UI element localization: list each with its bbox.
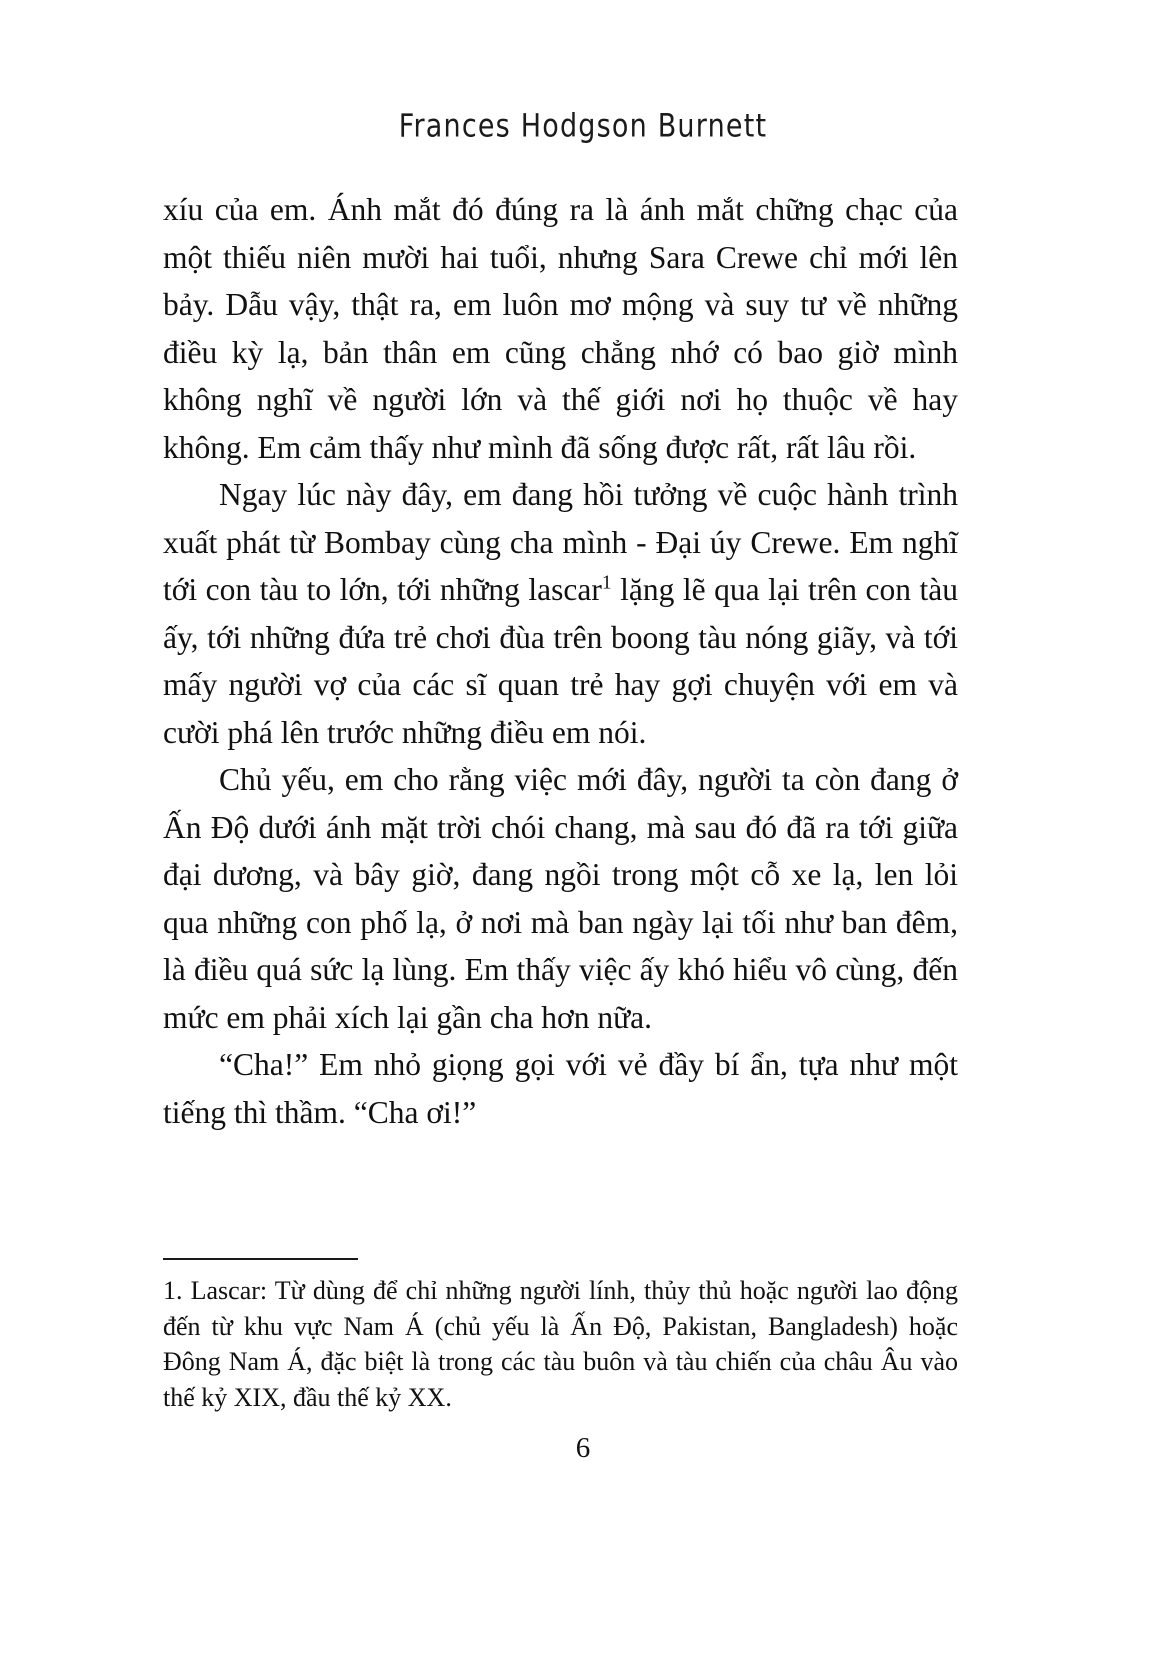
paragraph-2-text-after-footnote-ref: lặng lẽ qua lại trên con tàu ấy, tới những đứa trẻ chơi đùa trên boong tàu nóng giãy, và tới mấy người vợ của các sĩ quan trẻ hay gợi chuyện với em và cười phá lên trước những điều em nói.	[163, 572, 959, 750]
running-head-author: Frances Hodgson Burnett	[398, 108, 768, 145]
paragraph-1: xíu của em. Ánh mắt đó đúng ra là ánh mắt chững chạc của một thiếu niên mười hai tuổi, nhưng Sara Crewe chỉ mới lên bảy. Dẫu vậy, thật ra, em luôn mơ mộng và suy tư về những điều kỳ lạ, bản thân em cũng chẳng nhớ có bao giờ mình không nghĩ về người lớn và thế giới nơi họ thuộc về hay không. Em cảm thấy như mình đã sống được rất, rất lâu rồi.	[163, 192, 958, 465]
footnote-1-text: 1. Lascar: Từ dùng để chỉ những người lính, thủy thủ hoặc người lao động đến từ khu vực Nam Á (chủ yếu là Ấn Độ, Pakistan, Bangladesh) hoặc Đông Nam Á, đặc biệt là trong các tàu buôn và tàu chiến của châu Âu vào thế kỷ XIX, đầu thế kỷ XX.	[163, 1276, 958, 1412]
paragraph-2	[163, 471, 958, 756]
paragraph-4-dialogue: “Cha!” Em nhỏ giọng gọi với vẻ đầy bí ẩn, tựa như một tiếng thì thầm. “Cha ơi!”	[163, 1047, 958, 1130]
footnote-separator-rule	[163, 1258, 358, 1260]
paragraph-2-text-before-footnote-ref: Ngay lúc này đây, em đang hồi tưởng về cuộc hành trình xuất phát từ Bombay cùng cha mình - Đại úy Crewe. Em nghĩ tới con tàu to lớn, tới những lascar	[163, 477, 958, 607]
page-number: 6	[575, 1432, 591, 1464]
body-text-block	[163, 186, 958, 1136]
paragraph-3: Chủ yếu, em cho rằng việc mới đây, người ta còn đang ở Ấn Độ dưới ánh mặt trời chói chang, mà sau đó đã ra tới giữa đại dương, và bây giờ, đang ngồi trong một cỗ xe lạ, len lỏi qua những con phố lạ, ở nơi mà ban ngày lại tối như ban đêm, là điều quá sức lạ lùng. Em thấy việc ấy khó hiểu vô cùng, đến mức em phải xích lại gần cha hơn nữa.	[163, 762, 958, 1035]
footnote-reference-marker[interactable]: 1	[601, 572, 612, 594]
footnote-area	[163, 1258, 958, 1415]
